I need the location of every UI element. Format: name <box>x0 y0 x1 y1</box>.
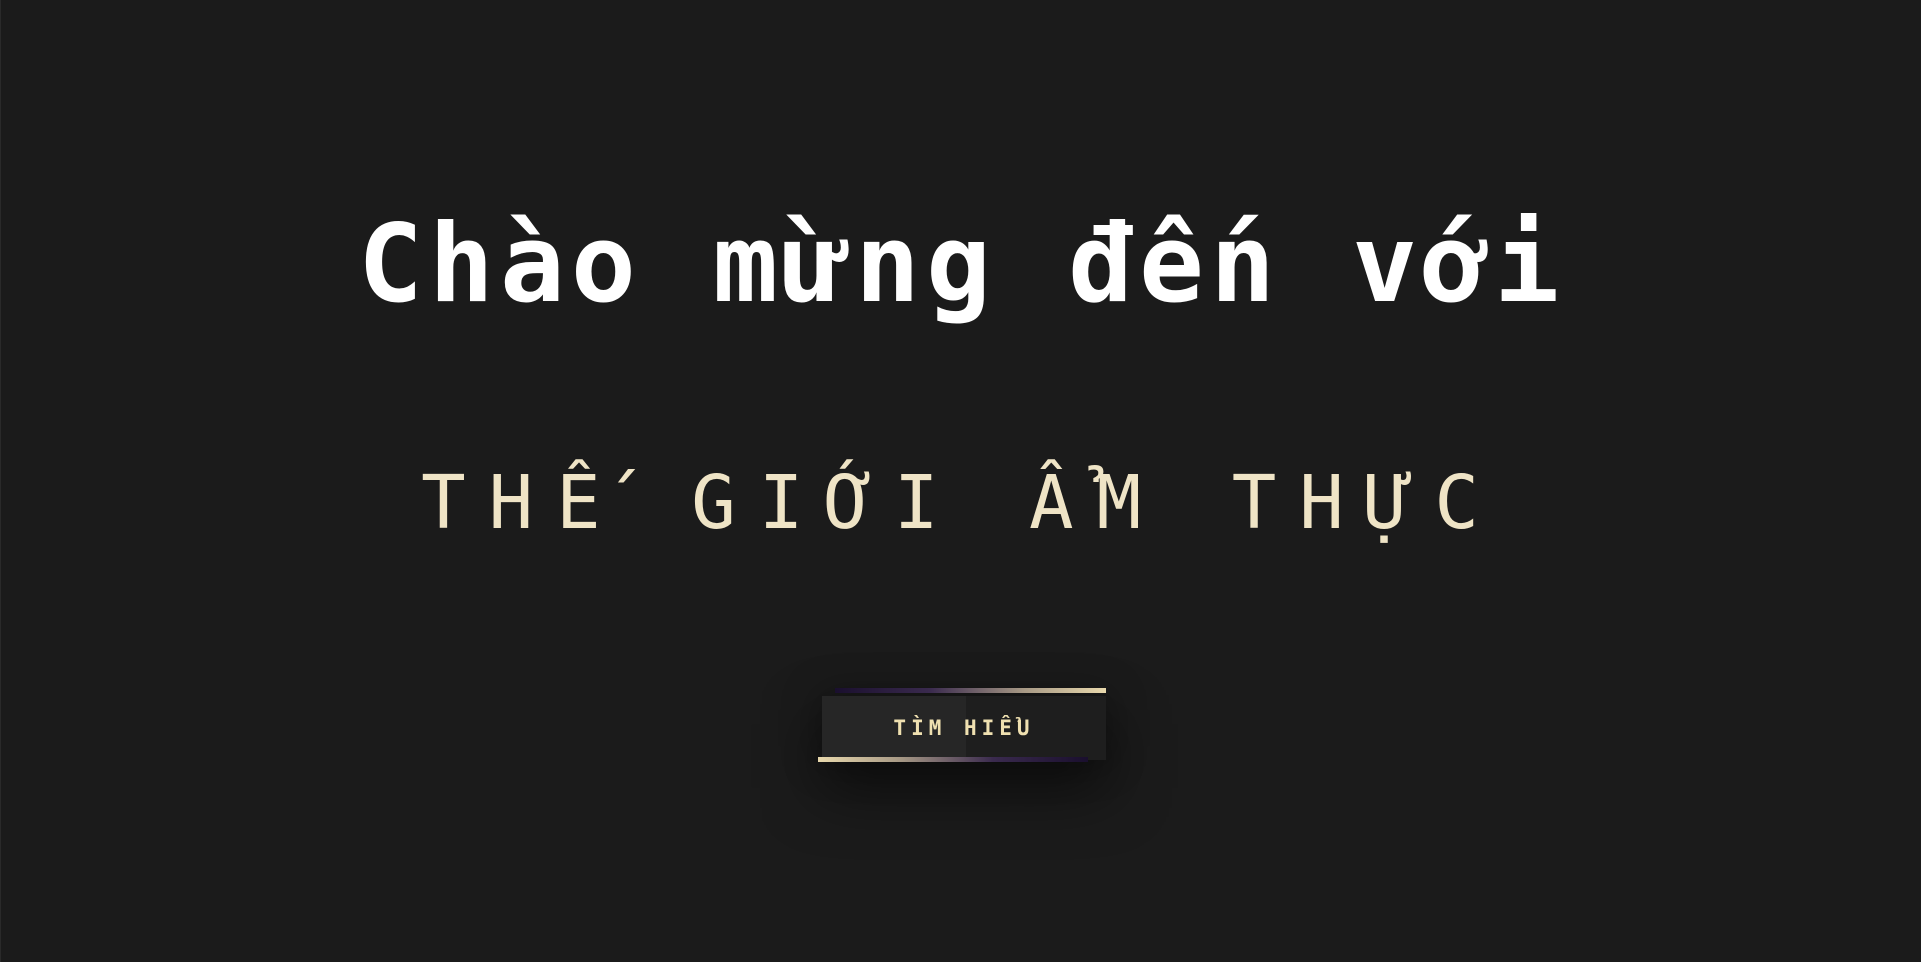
cta-bottom-accent-line <box>818 757 1088 762</box>
hero-title: Chào mừng đến với <box>357 202 1566 327</box>
cta-container <box>818 688 1106 762</box>
cta-top-accent-line <box>835 688 1106 693</box>
learn-more-button[interactable] <box>822 696 1106 760</box>
learn-more-label: TÌM HIỂU <box>893 716 1035 740</box>
hero-subtitle: THẾ GIỚI ẨM THỰC <box>421 460 1502 546</box>
